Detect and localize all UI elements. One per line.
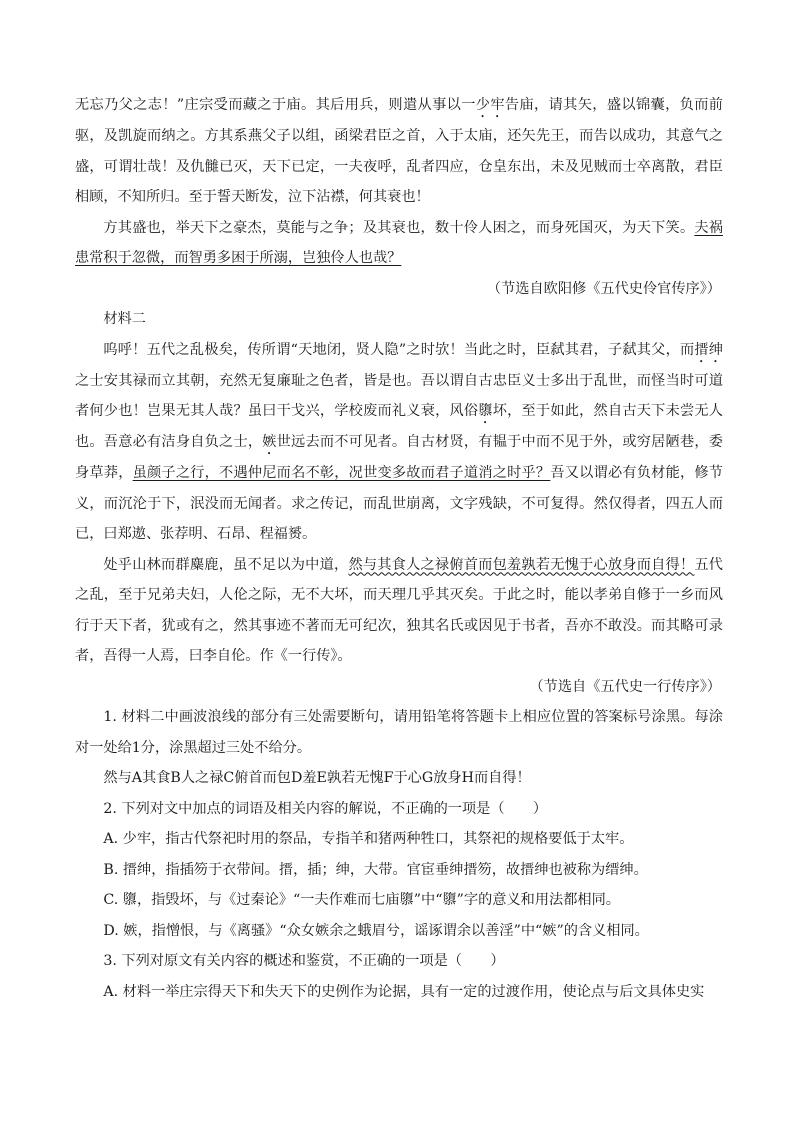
question2-text: 2. 下列对文中加点的词语及相关内容的解说，不正确的一项是（ ）	[103, 800, 548, 817]
material2-paragraph1: 呜呼！五代之乱极矣，传所谓“天地闭，贤人隐”之时欤！当此之时，臣弑其君，子弑其父，而搢绅之士安其禄而立其朝，充然无复廉耻之色者，皆是也。吾以谓自古忠臣义士多出于乱世，而怪当时可道者何少也！岂果无其人哉？虽曰干戈兴，学校废而礼义衰，风俗隳坏，至于如此，然自古天下未尝无人也。吾意必有洁身自负之士，嫉世远去而不可见者。自古材贤，有韫于中而不见于外，或穷居陋巷，委身草莽，虽颜子之行，不遇仲尼而名不彰，况世变多故而君子道消之时乎？吾又以谓必有负材能，修节义，而沉沦于下，泯没而无闻者。求之传记，而乱世崩离，文字残缺，不可复得。然仅得者，四五人而已，曰郑遨、张荐明、石昂、程福赟。	[75, 341, 723, 542]
emphasis-dot-char: 少	[475, 97, 491, 113]
emphasis-dot-char: 搢	[694, 341, 709, 358]
question2-option-b: B. 搢绅，指插笏于衣带间。搢，插；绅，大带。官宦垂绅搢笏，故搢绅也被称为缙绅。	[103, 861, 648, 878]
material2-paragraph2: 处乎山林而群麋鹿，虽不足以为中道，然与其食人之禄俯首而包羞孰若无愧于心放身而自得！五代之乱，至于兄弟夫妇，人伦之际，无不大坏，而天理几乎其灭矣。于此之时，能以孝弟自修于一乡而风行于天下者，犹或有之，然其事迹不著而无可纪次，独其名氏或因见于书者，吾亦不敢没。而其略可录者，吾得一人焉，曰李自伦。作《一行传》。	[75, 556, 723, 664]
question2-option-d: D. 嫉，指憎恨，与《离骚》“众女嫉余之蛾眉兮，谣诼谓余以善淫”中“嫉”的含义相同。	[103, 922, 649, 939]
wavy-underlined-sentence: 然与其食人之禄俯首而包羞孰若无愧于心放身而自得！	[348, 556, 695, 573]
question2-option-a: A. 少牢，指古代祭祀时用的祭品，专指羊和猪两种牲口，其祭祀的规格要低于太牢。	[103, 831, 634, 847]
question1-text: 1. 材料二中画波浪线的部分有三处需要断句，请用铅笔将答题卡上相应位置的答案标号涂黑。每涂对一处给1分，涂黑超过三处不给分。	[75, 709, 723, 756]
material1-paragraph2: 方其盛也，举天下之豪杰，莫能与之争；及其衰也，数十伶人困之，而身死国灭，为天下笑。夫祸患常积于忽微，而智勇多困于所溺，岂独伶人也哉？	[75, 219, 723, 266]
material1-paragraph1: 无忘乃父之志！”庄宗受而藏之于庙。其后用兵，则遣从事以一少牢告庙，请其矢，盛以锦囊，负而前驱，及凯旋而纳之。方其系燕父子以组，函梁君臣之首，入于太庙，还矢先王，而告以成功，其意气之盛，可谓壮哉！及仇雠已灭，天下已定，一夫夜呼，乱者四应，仓皇东出，未及见贼而士卒离散，君臣相顾，不知所归。至于誓天断发，泣下沾襟，何其衰也！	[75, 97, 723, 205]
material2-title: 材料二	[103, 311, 146, 327]
material2-source: （节选自《五代史一行传序》）	[529, 678, 721, 695]
question1-options: 然与A其食B人之禄C俯首而包D羞E孰若无愧F于心G放身H而自得！	[103, 770, 531, 786]
underlined-sentence: 虽颜子之行，不遇仲尼而名不彰，况世变多故而君子道消之时乎？	[132, 465, 551, 481]
underlined-sentence: 夫祸患常积于忽微，而智勇多困于所溺，岂独伶人也哉？	[75, 219, 723, 266]
emphasis-dot-char: 绅	[708, 341, 723, 358]
document-page	[75, 90, 723, 1007]
material1-source: （节选自欧阳修《五代史伶官传序》）	[486, 280, 721, 297]
question3-text: 3. 下列对原文有关内容的概述和鉴赏，不正确的一项是（ ）	[103, 953, 505, 969]
question2-option-c: C. 隳，指毁坏，与《过秦论》“一夫作难而七庙隳”中“隳”字的意义和用法都相同。	[103, 892, 620, 908]
emphasis-dot-char: 嫉	[262, 434, 277, 450]
question3-option-a: A. 材料一举庄宗得天下和失天下的史例作为论据，具有一定的过渡作用，使论点与后文具体史实	[103, 983, 705, 1000]
emphasis-dot-char: 牢	[490, 97, 505, 113]
emphasis-dot-char: 隳	[478, 403, 493, 419]
